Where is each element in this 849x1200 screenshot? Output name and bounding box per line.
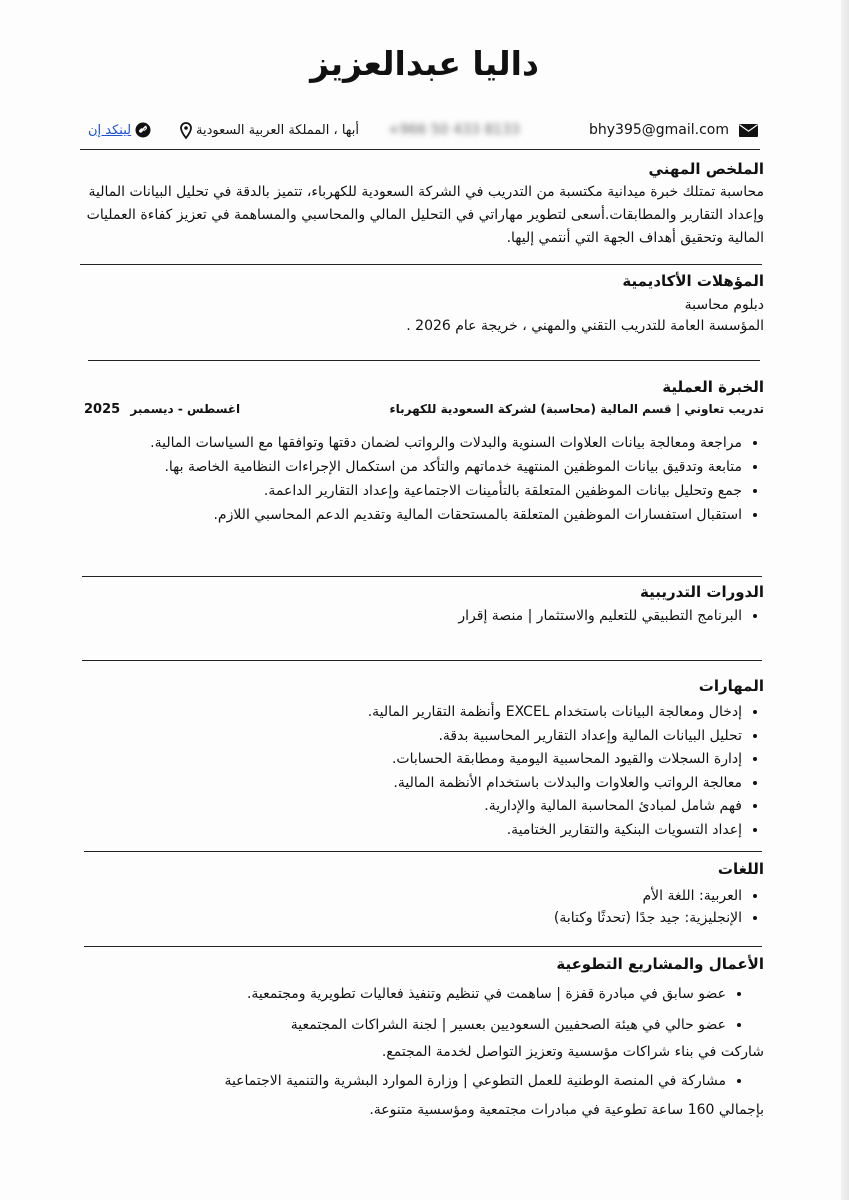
linkedin-link[interactable]: لينكد إن bbox=[88, 122, 132, 138]
list-item: • إدخال ومعالجة البيانات باستخدام EXCEL وأنظمة التقارير المالية. bbox=[80, 701, 742, 725]
map-pin-icon bbox=[180, 122, 192, 139]
list-item: • استقبال استفسارات الموظفين المتعلقة بالمستحقات المالية وتقديم الدعم المحاسبي اللازم. bbox=[80, 503, 742, 527]
summary-text: محاسبة تمتلك خبرة ميدانية مكتسبة من التدريب في الشركة السعودية للكهرباء، تتميز بالدقة في تحليل البيانات المالية وإعداد التقارير والمطابقات.أسعى لتطوير مهاراتي في التحليل المالي والمحاسبي والمساهمة في تعزيز كفاءة العمليات المالية وتحقيق أهداف الجهة التي أنتمي إليها. bbox=[86, 184, 764, 246]
phone-text: +966 50 433 8133 bbox=[388, 122, 520, 138]
candidate-name: داليا عبدالعزيز bbox=[310, 44, 539, 83]
list-item: • مراجعة ومعالجة بيانات العلاوات السنوية والبدلات والرواتب لضمان دقتها وتوافقها مع السياسات المالية. bbox=[80, 431, 742, 455]
location-text: أبها ، المملكة العربية السعودية bbox=[196, 122, 360, 138]
divider bbox=[84, 946, 762, 947]
skills-section bbox=[80, 677, 764, 842]
languages-list bbox=[80, 885, 764, 929]
job-date-months: اغسطس - ديسمبر bbox=[130, 402, 241, 416]
list-item: • تحليل البيانات المالية وإعداد التقارير المحاسبية بدقة. bbox=[80, 725, 742, 749]
skills-list bbox=[80, 701, 764, 842]
list-item: • عضو حالي في هيئة الصحفيين السعوديين بعسير | لجنة الشراكات المجتمعية bbox=[80, 1014, 726, 1036]
summary-heading: الملخص المهني bbox=[648, 160, 764, 178]
email-text[interactable]: bhy395@gmail.com bbox=[589, 122, 729, 138]
courses-list bbox=[80, 605, 764, 627]
job-date bbox=[84, 402, 240, 417]
list-item: • جمع وتحليل بيانات الموظفين المتعلقة بالتأمينات الاجتماعية وإعداد التقارير الداعمة. bbox=[80, 479, 742, 503]
envelope-icon bbox=[739, 124, 758, 137]
divider bbox=[80, 149, 760, 150]
list-item: • البرنامج التطبيقي للتعليم والاستثمار | منصة إقرار bbox=[80, 605, 742, 627]
job-line bbox=[80, 402, 764, 424]
languages-section bbox=[80, 860, 764, 929]
list-item: • إدارة السجلات والقيود المحاسبية اليومية ومطابقة الحسابات. bbox=[80, 748, 742, 772]
list-item: • عضو سابق في مبادرة قفزة | ساهمت في تنظيم وتنفيذ فعاليات تطويرية ومجتمعية. bbox=[80, 983, 726, 1005]
list-item: • فهم شامل لمبادئ المحاسبة المالية والإدارية. bbox=[80, 795, 742, 819]
divider bbox=[80, 264, 762, 265]
list-item: • الإنجليزية: جيد جدًا (تحدثًا وكتابة) bbox=[80, 907, 742, 929]
skills-heading: المهارات bbox=[698, 677, 764, 695]
divider bbox=[82, 660, 762, 661]
job-date-year: 2025 bbox=[84, 402, 121, 417]
link-icon bbox=[135, 122, 151, 138]
courses-section bbox=[80, 583, 764, 627]
education-degree: دبلوم محاسبة bbox=[684, 297, 764, 313]
divider bbox=[82, 576, 762, 577]
email-contact[interactable] bbox=[589, 118, 758, 142]
languages-heading: اللغات bbox=[717, 860, 764, 878]
contact-row bbox=[88, 118, 758, 146]
list-item: • العربية: اللغة الأم bbox=[80, 885, 742, 907]
list-item: • مشاركة في المنصة الوطنية للعمل التطوعي | وزارة الموارد البشرية والتنمية الاجتماعية bbox=[80, 1070, 726, 1092]
volunteer-heading: الأعمال والمشاريع التطوعية bbox=[556, 955, 764, 973]
education-heading: المؤهلات الأكاديمية bbox=[622, 272, 764, 290]
experience-section bbox=[80, 378, 764, 527]
volunteer-list bbox=[80, 983, 764, 1036]
divider bbox=[84, 851, 762, 852]
summary-section bbox=[80, 160, 764, 250]
linkedin-contact[interactable] bbox=[88, 118, 151, 142]
volunteer-list bbox=[80, 1070, 764, 1092]
volunteer-section bbox=[80, 955, 764, 1121]
divider bbox=[88, 360, 760, 361]
education-section bbox=[80, 272, 764, 337]
list-item: • متابعة وتدقيق بيانات الموظفين المنتهية خدماتهم والتأكد من استكمال الإجراءات النظامية الخاصة بها. bbox=[80, 455, 742, 479]
experience-heading: الخبرة العملية bbox=[662, 378, 764, 396]
list-item: • إعداد التسويات البنكية والتقارير الختامية. bbox=[80, 819, 742, 843]
list-item: • معالجة الرواتب والعلاوات والبدلات باستخدام الأنظمة المالية. bbox=[80, 772, 742, 796]
volunteer-note: بإجمالي 160 ساعة تطوعية في مبادرات مجتمعية ومؤسسية متنوعة. bbox=[369, 1102, 764, 1118]
education-institution: المؤسسة العامة للتدريب التقني والمهني ، خريجة عام 2026 . bbox=[406, 318, 764, 334]
courses-heading: الدورات التدريبية bbox=[639, 583, 764, 601]
experience-list bbox=[80, 431, 764, 527]
volunteer-note: شاركت في بناء شراكات مؤسسية وتعزيز التواصل لخدمة المجتمع. bbox=[381, 1044, 764, 1060]
phone-contact bbox=[388, 118, 520, 142]
page-edge-shadow bbox=[841, 0, 849, 1200]
location-contact bbox=[180, 118, 359, 142]
job-title: تدريب تعاوني | قسم المالية (محاسبة) لشركة السعودية للكهرباء bbox=[389, 402, 764, 416]
